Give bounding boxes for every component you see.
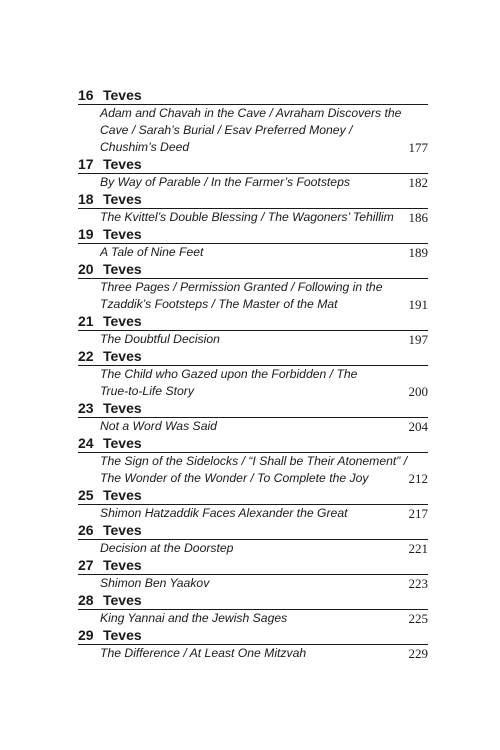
toc-day-heading bbox=[78, 313, 428, 330]
toc-entry bbox=[78, 400, 428, 435]
story-titles bbox=[100, 418, 388, 435]
toc-stories-row bbox=[78, 610, 428, 627]
month-name: Teves bbox=[103, 592, 142, 608]
month-name: Teves bbox=[103, 522, 142, 538]
toc-day-heading bbox=[78, 557, 428, 574]
toc-stories-row bbox=[78, 244, 428, 261]
day-number: 28 bbox=[78, 592, 94, 608]
toc-stories-row bbox=[78, 540, 428, 557]
story-title-line: By Way of Parable / In the Farmer’s Footsteps bbox=[100, 175, 350, 189]
toc-day-heading bbox=[78, 87, 428, 104]
page-number: 197 bbox=[408, 332, 428, 347]
toc-day-heading bbox=[78, 191, 428, 208]
toc-stories-row bbox=[78, 453, 428, 487]
page-number: 212 bbox=[408, 471, 428, 486]
month-name: Teves bbox=[103, 487, 142, 503]
story-titles bbox=[100, 105, 402, 156]
month-name: Teves bbox=[103, 435, 142, 451]
story-title-line: True-to-Life Story bbox=[100, 384, 194, 398]
toc-entry bbox=[78, 226, 428, 261]
table-of-contents bbox=[78, 87, 428, 662]
page-number: 189 bbox=[408, 245, 428, 260]
toc-entry bbox=[78, 592, 428, 627]
story-titles bbox=[100, 575, 388, 592]
toc-day-heading bbox=[78, 226, 428, 243]
story-title-line: The Difference / At Least One Mitzvah bbox=[100, 646, 307, 660]
day-number: 29 bbox=[78, 627, 94, 643]
toc-day-heading bbox=[78, 487, 428, 504]
toc-stories-row bbox=[78, 505, 428, 522]
toc-entry bbox=[78, 156, 428, 191]
toc-day-heading bbox=[78, 627, 428, 644]
story-title-line: The Child who Gazed upon the Forbidden / The bbox=[100, 367, 358, 381]
story-titles bbox=[100, 610, 388, 627]
toc-stories-row bbox=[78, 174, 428, 191]
day-number: 25 bbox=[78, 487, 94, 503]
toc-entry bbox=[78, 557, 428, 592]
toc-day-heading bbox=[78, 400, 428, 417]
toc-day-heading bbox=[78, 592, 428, 609]
toc-entry bbox=[78, 627, 428, 662]
toc-stories-row bbox=[78, 418, 428, 435]
toc-stories-row bbox=[78, 366, 428, 400]
story-title-line: A Tale of Nine Feet bbox=[100, 245, 204, 259]
month-name: Teves bbox=[103, 156, 142, 172]
day-number: 27 bbox=[78, 557, 94, 573]
page-number: 200 bbox=[408, 384, 428, 399]
toc-entry bbox=[78, 522, 428, 557]
page-number: 229 bbox=[408, 646, 428, 661]
toc-day-heading bbox=[78, 261, 428, 278]
story-title-line: Adam and Chavah in the Cave / Avraham Discovers the bbox=[100, 106, 402, 120]
story-titles bbox=[100, 209, 394, 226]
page-number: 217 bbox=[408, 506, 428, 521]
month-name: Teves bbox=[103, 226, 142, 242]
toc-stories-row bbox=[78, 105, 428, 156]
story-title-line: Chushim’s Deed bbox=[100, 140, 190, 154]
toc-entry bbox=[78, 487, 428, 522]
story-titles bbox=[100, 174, 388, 191]
page-number: 186 bbox=[408, 210, 428, 225]
toc-stories-row bbox=[78, 331, 428, 348]
story-title-line: King Yannai and the Jewish Sages bbox=[100, 611, 288, 625]
page-number: 182 bbox=[408, 175, 428, 190]
story-title-line: Cave / Sarah’s Burial / Esav Preferred Money / bbox=[100, 123, 353, 137]
story-title-line: Shimon Ben Yaakov bbox=[100, 576, 210, 590]
month-name: Teves bbox=[103, 313, 142, 329]
story-titles bbox=[100, 645, 388, 662]
toc-entry bbox=[78, 348, 428, 400]
day-number: 18 bbox=[78, 191, 94, 207]
month-name: Teves bbox=[103, 261, 142, 277]
toc-day-heading bbox=[78, 348, 428, 365]
day-number: 16 bbox=[78, 87, 94, 103]
toc-entry bbox=[78, 313, 428, 348]
toc-stories-row bbox=[78, 279, 428, 313]
month-name: Teves bbox=[103, 400, 142, 416]
month-name: Teves bbox=[103, 348, 142, 364]
toc-entry bbox=[78, 191, 428, 226]
story-titles bbox=[100, 331, 388, 348]
toc-day-heading bbox=[78, 522, 428, 539]
story-title-line: Shimon Hatzaddik Faces Alexander the Great bbox=[100, 506, 348, 520]
day-number: 19 bbox=[78, 226, 94, 242]
day-number: 21 bbox=[78, 313, 94, 329]
story-titles bbox=[100, 366, 388, 400]
month-name: Teves bbox=[103, 627, 142, 643]
page-number: 225 bbox=[408, 611, 428, 626]
toc-day-heading bbox=[78, 435, 428, 452]
story-title-line: The Kvittel’s Double Blessing / The Wagoners’ Tehillim bbox=[100, 210, 394, 224]
day-number: 17 bbox=[78, 156, 94, 172]
page-number: 204 bbox=[408, 419, 428, 434]
page-number: 191 bbox=[408, 297, 428, 312]
month-name: Teves bbox=[103, 87, 142, 103]
day-number: 22 bbox=[78, 348, 94, 364]
toc-stories-row bbox=[78, 645, 428, 662]
story-title-line: Tzaddik’s Footsteps / The Master of the Mat bbox=[100, 297, 338, 311]
toc-day-heading bbox=[78, 156, 428, 173]
toc-entry bbox=[78, 87, 428, 156]
story-title-line: The Wonder of the Wonder / To Complete the Joy bbox=[100, 471, 369, 485]
month-name: Teves bbox=[103, 557, 142, 573]
page-number: 221 bbox=[408, 541, 428, 556]
story-title-line: Not a Word Was Said bbox=[100, 419, 217, 433]
story-title-line: The Sign of the Sidelocks / “I Shall be Their Atonement” / bbox=[100, 454, 408, 468]
toc-stories-row bbox=[78, 209, 428, 226]
story-titles bbox=[100, 505, 388, 522]
toc-entry bbox=[78, 435, 428, 487]
day-number: 20 bbox=[78, 261, 94, 277]
story-titles bbox=[100, 453, 408, 487]
day-number: 24 bbox=[78, 435, 94, 451]
day-number: 23 bbox=[78, 400, 94, 416]
page-number: 177 bbox=[408, 140, 428, 155]
toc-entry bbox=[78, 261, 428, 313]
story-title-line: The Doubtful Decision bbox=[100, 332, 220, 346]
month-name: Teves bbox=[103, 191, 142, 207]
story-title-line: Decision at the Doorstep bbox=[100, 541, 234, 555]
day-number: 26 bbox=[78, 522, 94, 538]
toc-stories-row bbox=[78, 575, 428, 592]
story-titles bbox=[100, 244, 388, 261]
story-title-line: Three Pages / Permission Granted / Following in the bbox=[100, 280, 383, 294]
story-titles bbox=[100, 279, 388, 313]
page-number: 223 bbox=[408, 576, 428, 591]
story-titles bbox=[100, 540, 388, 557]
